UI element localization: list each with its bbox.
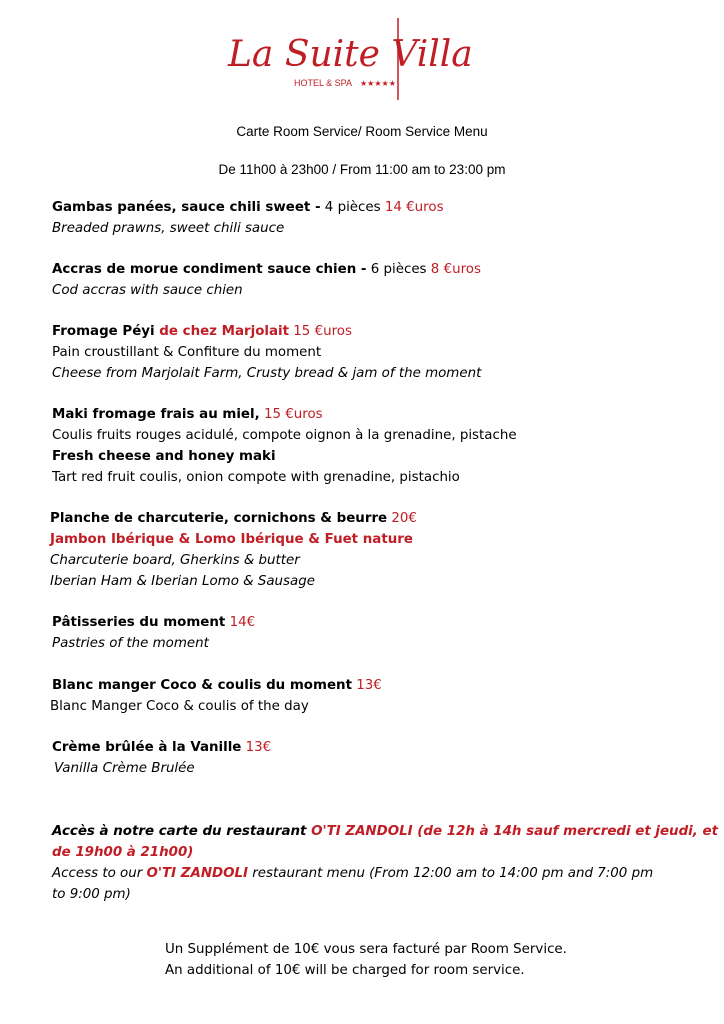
item-accras <box>52 262 481 277</box>
restaurant-en-name: O'TI ZANDOLI <box>146 866 249 881</box>
item-price: 20€ <box>387 511 417 526</box>
item-price: 13€ <box>241 740 272 755</box>
item-planche-en2: Iberian Ham & Iberian Lomo & Sausage <box>50 574 315 589</box>
hotel-logo <box>228 14 473 104</box>
item-gambas-en: Breaded prawns, sweet chili sauce <box>52 221 285 236</box>
item-qty: 6 pièces <box>366 262 431 277</box>
item-price: 8 €uros <box>430 262 481 277</box>
item-name: Fromage Péyi <box>52 324 160 339</box>
supplement-fr: Un Supplément de 10€ vous sera facturé par Room Service. <box>165 942 567 957</box>
item-name: Gambas panées, sauce chili sweet - <box>52 200 321 215</box>
item-price: 15 €uros <box>289 324 352 339</box>
item-blanc-en: Blanc Manger Coco & coulis of the day <box>50 699 309 714</box>
item-name: Planche de charcuterie, cornichons & beurre <box>50 511 388 526</box>
restaurant-fr-line2: de 19h00 à 21h00) <box>52 845 194 860</box>
service-hours: De 11h00 à 23h00 / From 11:00 am to 23:00 pm <box>218 162 506 177</box>
logo-stars: ★★★★★ <box>360 79 396 88</box>
item-maki <box>52 407 323 422</box>
restaurant-en-prefix: Access to our <box>52 866 147 881</box>
item-fromage-desc: Pain croustillant & Confiture du moment <box>52 345 322 360</box>
item-accras-en: Cod accras with sauce chien <box>52 283 243 298</box>
restaurant-fr-line1 <box>52 824 718 839</box>
logo-wordmark: La Suite Villa <box>228 34 473 75</box>
item-fromage <box>52 324 352 339</box>
item-name: Maki fromage frais au miel, <box>52 407 260 422</box>
item-maki-desc: Coulis fruits rouges acidulé, compote oignon à la grenadine, pistache <box>52 428 517 443</box>
item-price: 14 €uros <box>384 200 444 215</box>
supplement-en: An additional of 10€ will be charged for room service. <box>165 963 525 978</box>
item-name: Accras de morue condiment sauce chien - <box>52 262 367 277</box>
item-fromage-en: Cheese from Marjolait Farm, Crusty bread & jam of the moment <box>52 366 482 381</box>
restaurant-fr-prefix: Accès à notre carte du restaurant <box>52 824 312 839</box>
restaurant-en-line1 <box>52 866 653 881</box>
restaurant-en-line2: to 9:00 pm) <box>52 887 131 902</box>
item-price: 14€ <box>225 615 256 630</box>
item-qty: 4 pièces <box>320 200 385 215</box>
restaurant-en-suffix: restaurant menu (From 12:00 am to 14:00 pm and 7:00 pm <box>248 866 654 881</box>
item-patisseries <box>52 615 255 630</box>
item-maki-en-name: Fresh cheese and honey maki <box>52 449 276 464</box>
item-blanc <box>52 678 382 693</box>
item-creme-en: Vanilla Crème Brulée <box>54 761 195 776</box>
item-maki-en-desc: Tart red fruit coulis, onion compote with grenadine, pistachio <box>52 470 460 485</box>
item-patisseries-en: Pastries of the moment <box>52 636 209 651</box>
logo-subtitle: HOTEL & SPA <box>294 78 353 88</box>
menu-title: Carte Room Service/ Room Service Menu <box>236 124 488 139</box>
item-name: Crème brûlée à la Vanille <box>52 740 242 755</box>
item-price: 15 €uros <box>259 407 323 422</box>
restaurant-fr-red: O'TI ZANDOLI (de 12h à 14h sauf mercredi et jeudi, et <box>311 824 718 839</box>
item-planche-sub: Jambon Ibérique & Lomo Ibérique & Fuet nature <box>50 532 413 547</box>
item-name-red: de chez Marjolait <box>159 324 290 339</box>
item-planche <box>50 511 417 526</box>
item-planche-en1: Charcuterie board, Gherkins & butter <box>50 553 300 568</box>
item-name: Pâtisseries du moment <box>52 615 226 630</box>
item-creme <box>52 740 271 755</box>
item-gambas <box>52 200 444 215</box>
item-price: 13€ <box>351 678 382 693</box>
item-name: Blanc manger Coco & coulis du moment <box>52 678 352 693</box>
